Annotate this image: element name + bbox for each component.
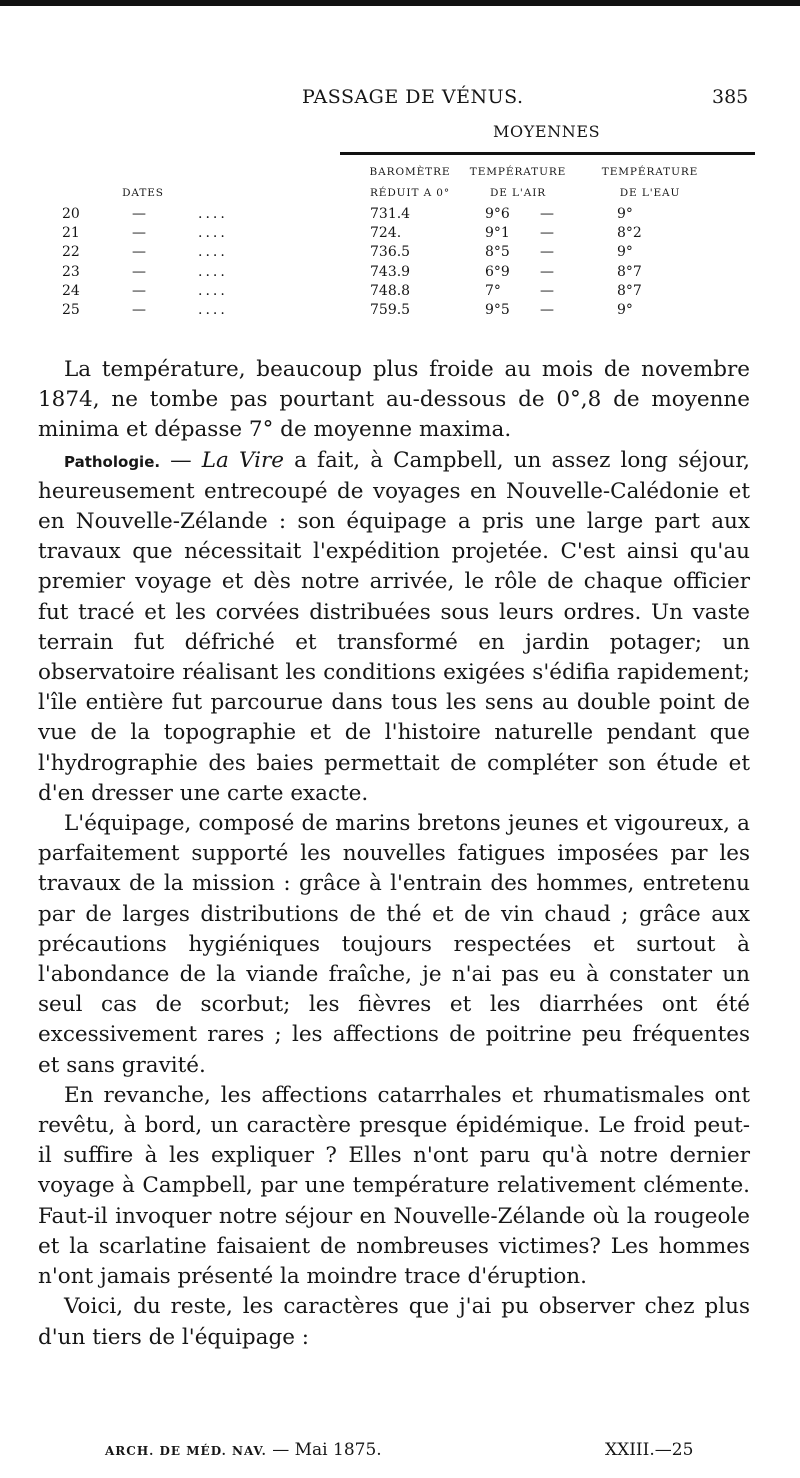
footer-citation: [105, 1440, 382, 1460]
paragraph-equipage: L'équipage, composé de marins bretons jeunes et vigoureux, a parfaitement supporté les nouvelles fatigues imposées par les travaux de la mission : grâce à l'entrain des hommes, entretenu par de larges distributions de thé et de vin chaud ; grâce aux précautions hygiéniques toujours respectées et surtout à l'abondance de la viande fraîche, je n'ai pas eu à constater un seul cas de scorbut; les fièvres et les diarrhées ont été excessivement rares ; les affections de poitrine peu fréquentes et sans gravité.: [38, 811, 750, 1078]
cell-dash: —: [132, 206, 146, 222]
cell-temperature-eau: 8°2: [617, 225, 642, 242]
footer-date: — Mai 1875.: [266, 1440, 382, 1460]
cell-temperature-air: 9°1: [485, 225, 510, 242]
cell-dash: —: [540, 225, 554, 242]
header-eau-line1: TEMPÉRATURE: [601, 166, 699, 178]
cell-dash: —: [132, 263, 146, 280]
cell-day: 21: [62, 225, 80, 242]
header-barometre-line1: BAROMÈTRE: [369, 166, 451, 178]
cell-temperature-eau: 8°7: [617, 263, 642, 280]
cell-dash: —: [540, 244, 554, 261]
header-temperature-air: [458, 162, 578, 204]
page-footer: [0, 1440, 800, 1464]
cell-barometre: 731.4: [370, 206, 411, 222]
table-row: [0, 302, 800, 321]
table-row: [0, 283, 800, 302]
cell-barometre: 759.5: [370, 301, 411, 318]
page-number: 385: [712, 86, 749, 108]
paragraph-affections: En revanche, les affections catarrhales et rhumatismales ont revêtu, à bord, un caractère presque épidémique. Le froid peut-il suffire à les expliquer ? Elles n'ont paru qu'à notre dernier voyage à Campbell, par une température relativement clémente. Faut-il invoquer notre séjour en Nouvelle-Zélande où la rougeole et la scarlatine faisaient de nombreuses victimes? Les hommes n'ont jamais présenté la moindre trace d'éruption.: [38, 1082, 750, 1290]
em-dash: —: [160, 447, 202, 473]
cell-dash: —: [540, 282, 554, 299]
cell-day: 23: [62, 263, 80, 280]
cell-temperature-air: 6°9: [485, 263, 510, 280]
cell-temperature-air: 9°6: [485, 206, 510, 222]
averages-table: [0, 206, 800, 321]
cell-temperature-air: 7°: [485, 282, 501, 299]
table-group-title: MOYENNES: [493, 122, 601, 141]
cell-leader-dots: ....: [198, 206, 228, 222]
cell-dash: —: [132, 244, 146, 261]
cell-leader-dots: ....: [198, 263, 228, 280]
header-dates: [108, 183, 178, 204]
header-barometre: [350, 162, 470, 204]
cell-day: 25: [62, 301, 80, 318]
cell-dash: —: [540, 263, 554, 280]
running-head-title: PASSAGE DE VÉNUS.: [302, 86, 524, 108]
cell-leader-dots: ....: [198, 301, 228, 318]
cell-dash: —: [540, 301, 554, 318]
table-row: [0, 206, 800, 225]
header-eau-line2: DE L'EAU: [619, 187, 681, 199]
paragraph-temperature: La température, beaucoup plus froide au mois de novembre 1874, ne tombe pas pourtant au-dessous de 0°,8 de moyenne minima et dépasse 7° de moyenne maxima.: [38, 357, 750, 443]
cell-dash: —: [540, 206, 554, 222]
cell-leader-dots: ....: [198, 282, 228, 299]
cell-barometre: 748.8: [370, 282, 411, 299]
footer-signature: XXIII.—25: [605, 1440, 694, 1460]
header-temperature-eau: [585, 162, 715, 204]
header-air-line1: TEMPÉRATURE: [469, 166, 567, 178]
footer-journal: ARCH. DE MÉD. NAV.: [105, 1444, 267, 1458]
table-row: [0, 225, 800, 244]
cell-day: 20: [62, 206, 80, 222]
cell-temperature-air: 8°5: [485, 244, 510, 261]
cell-temperature-air: 9°5: [485, 301, 510, 318]
cell-barometre: 724.: [370, 225, 402, 242]
cell-temperature-eau: 9°: [617, 206, 633, 222]
cell-temperature-eau: 9°: [617, 301, 633, 318]
paragraph-pathologie: [38, 446, 750, 809]
cell-temperature-eau: 9°: [617, 244, 633, 261]
table-rule: [340, 152, 755, 155]
top-rule: [0, 0, 800, 6]
body-text: [38, 355, 750, 1353]
ship-name: La Vire: [201, 447, 284, 473]
cell-dash: —: [132, 225, 146, 242]
cell-barometre: 743.9: [370, 263, 411, 280]
cell-barometre: 736.5: [370, 244, 411, 261]
cell-leader-dots: ....: [198, 244, 228, 261]
table-row: [0, 244, 800, 263]
running-head: [0, 86, 800, 116]
header-barometre-line2: RÉDUIT A 0°: [369, 187, 451, 199]
cell-dash: —: [132, 301, 146, 318]
cell-day: 22: [62, 244, 80, 261]
cell-leader-dots: ....: [198, 225, 228, 242]
header-dates-label: DATES: [122, 187, 164, 199]
cell-day: 24: [62, 282, 80, 299]
header-air-line2: DE L'AIR: [489, 187, 547, 199]
paragraph-caracteres: Voici, du reste, les caractères que j'ai pu observer chez plus d'un tiers de l'équipage :: [38, 1294, 750, 1350]
cell-dash: —: [132, 282, 146, 299]
section-heading-pathologie: Pathologie.: [64, 452, 161, 471]
paragraph-pathologie-text: a fait, à Campbell, un assez long séjour, heureusement entrecoupé de voyages en Nouvelle-Calédonie et en Nouvelle-Zélande : son équipage a pris une large part aux travaux que nécessitait l'expédition projetée. C'est ainsi qu'au premier voyage et dès notre arrivée, le rôle de chaque officier fut tracé et les corvées distribuées sous leurs ordres. Un vaste terrain fut défriché et transformé en jardin potager; un observatoire réalisant les conditions exigées s'édifia rapidement; l'île entière fut parcourue dans tous les sens au double point de vue de la topographie et de l'histoire naturelle pendant que l'hydrographie des baies permettait de compléter son étude et d'en dresser une carte exacte.: [38, 447, 750, 806]
cell-temperature-eau: 8°7: [617, 282, 642, 299]
table-row: [0, 264, 800, 283]
